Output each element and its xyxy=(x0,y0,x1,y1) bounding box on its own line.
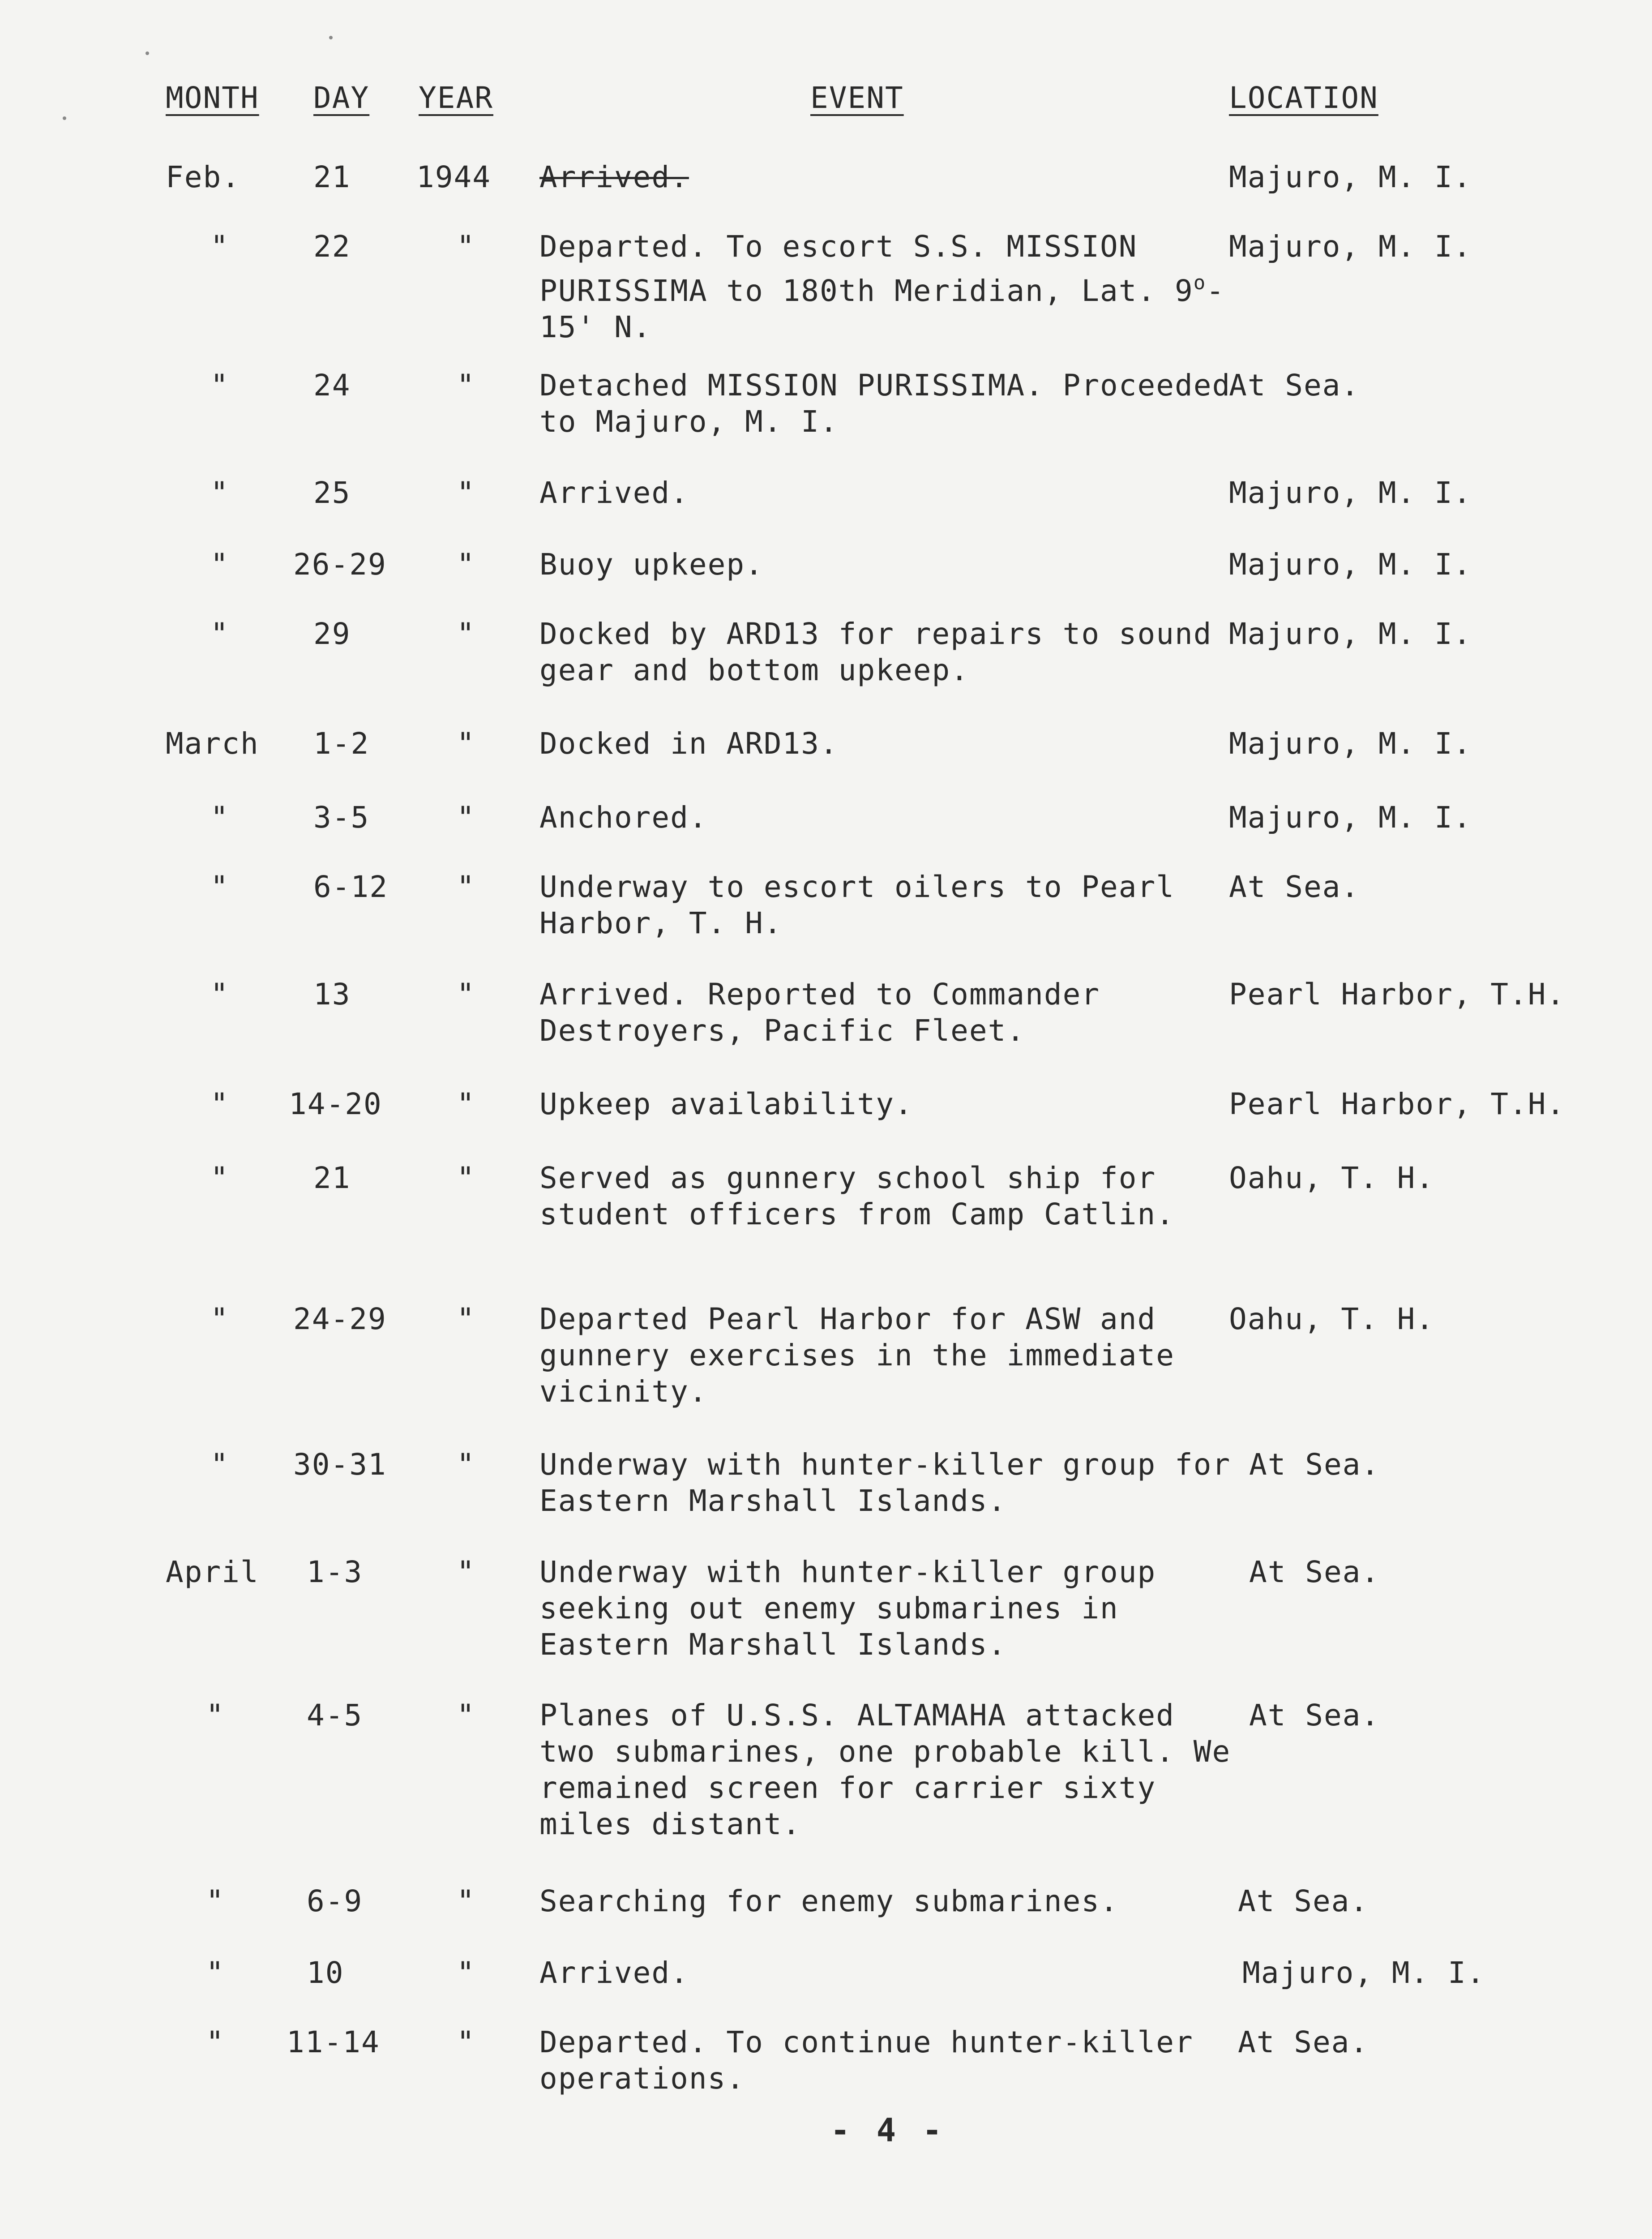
month-cell: " xyxy=(210,1302,229,1336)
header-month: MONTH xyxy=(166,81,259,115)
location-cell: At Sea. xyxy=(1229,368,1360,403)
day-cell: 14-20 xyxy=(289,1087,382,1121)
location-cell: Pearl Harbor, T.H. xyxy=(1229,1087,1566,1121)
month-cell: " xyxy=(210,476,229,510)
location-cell: At Sea. xyxy=(1238,2025,1369,2059)
event-cell: Searching for enemy submarines. xyxy=(539,1884,1119,1918)
month-cell: " xyxy=(210,1087,229,1121)
day-cell: 1-2 xyxy=(313,726,370,761)
location-cell: Majuro, M. I. xyxy=(1229,726,1472,761)
month-cell: " xyxy=(210,977,229,1012)
event-cell: Arrived. xyxy=(539,476,689,510)
month-cell: " xyxy=(210,870,229,904)
month-cell: Feb. xyxy=(166,160,240,194)
event-cell: Arrived. xyxy=(539,1956,689,1990)
year-cell: " xyxy=(457,1884,475,1918)
day-cell: 6-9 xyxy=(307,1884,363,1918)
event-cell: Docked by ARD13 for repairs to sound gear and bottom upkeep. xyxy=(539,617,1212,687)
day-cell: 21 xyxy=(313,1161,351,1195)
header-location: LOCATION xyxy=(1229,81,1378,115)
day-cell: 24 xyxy=(313,368,351,403)
year-cell: " xyxy=(457,870,475,904)
header-year: YEAR xyxy=(419,81,493,115)
paper-speck xyxy=(63,116,66,120)
month-cell: " xyxy=(210,547,229,582)
month-cell: " xyxy=(206,2025,225,2059)
year-cell: " xyxy=(457,1302,475,1336)
event-cell: Arrived. Reported to Commander Destroyers, Pacific Fleet. xyxy=(539,977,1100,1048)
month-cell: " xyxy=(210,1161,229,1195)
year-cell: " xyxy=(457,547,475,582)
year-cell: " xyxy=(457,977,475,1012)
year-cell: 1944 xyxy=(416,160,491,194)
event-cell: Departed Pearl Harbor for ASW and gunnery exercises in the immediate vicinity. xyxy=(539,1302,1175,1409)
location-cell: Majuro, M. I. xyxy=(1229,476,1472,510)
year-cell: " xyxy=(457,1698,475,1733)
event-text-tail: -15' N. xyxy=(539,274,1225,344)
day-cell: 21 xyxy=(313,160,351,194)
year-cell: " xyxy=(457,2025,475,2059)
day-cell: 30-31 xyxy=(293,1447,387,1482)
year-cell: " xyxy=(457,1956,475,1990)
event-cell xyxy=(539,228,1238,345)
event-cell: Departed. To continue hunter-killer operations. xyxy=(539,2025,1194,2096)
location-cell: At Sea. xyxy=(1238,1884,1369,1918)
location-cell: Majuro, M. I. xyxy=(1242,1956,1485,1990)
day-cell: 29 xyxy=(313,617,351,651)
day-cell: 3-5 xyxy=(313,800,370,835)
month-cell: " xyxy=(210,1447,229,1482)
event-cell: Underway with hunter-killer group for Eastern Marshall Islands. xyxy=(539,1447,1231,1518)
day-cell: 13 xyxy=(313,977,351,1012)
year-cell: " xyxy=(457,1087,475,1121)
month-cell: " xyxy=(210,617,229,651)
location-cell: At Sea. xyxy=(1249,1555,1380,1589)
day-cell: 24-29 xyxy=(293,1302,387,1336)
event-cell: Underway with hunter-killer group seeking out enemy submarines in Eastern Marshall Islands. xyxy=(539,1555,1156,1662)
event-cell: Arrived. xyxy=(539,160,689,194)
event-cell: Docked in ARD13. xyxy=(539,726,839,761)
page-number: - 4 - xyxy=(830,2111,946,2149)
month-cell: " xyxy=(206,1884,225,1918)
event-cell: Planes of U.S.S. ALTAMAHA attacked two submarines, one probable kill. We remained screen for carrier sixty miles distant. xyxy=(539,1698,1231,1841)
day-cell: 6-12 xyxy=(313,870,388,904)
year-cell: " xyxy=(457,617,475,651)
year-cell: " xyxy=(457,368,475,403)
header-event: EVENT xyxy=(810,81,904,115)
year-cell: " xyxy=(457,1555,475,1589)
location-cell: Majuro, M. I. xyxy=(1229,800,1472,835)
location-cell: At Sea. xyxy=(1249,1447,1380,1482)
day-cell: 10 xyxy=(307,1956,344,1990)
year-cell: " xyxy=(457,726,475,761)
day-cell: 11-14 xyxy=(287,2025,380,2059)
event-cell: Upkeep availability. xyxy=(539,1087,913,1121)
month-cell: " xyxy=(210,368,229,403)
header-day: DAY xyxy=(313,81,370,115)
degree-superscript: o xyxy=(1193,271,1207,294)
month-cell: March xyxy=(166,726,259,761)
month-cell: " xyxy=(206,1956,225,1990)
month-cell: " xyxy=(210,229,229,264)
location-cell: At Sea. xyxy=(1229,870,1360,904)
year-cell: " xyxy=(457,800,475,835)
year-cell: " xyxy=(457,229,475,264)
location-cell: Majuro, M. I. xyxy=(1229,547,1472,582)
day-cell: 4-5 xyxy=(307,1698,363,1733)
day-cell: 22 xyxy=(313,229,351,264)
month-cell: " xyxy=(206,1698,225,1733)
year-cell: " xyxy=(457,1161,475,1195)
event-cell: Underway to escort oilers to Pearl Harbor, T. H. xyxy=(539,870,1175,940)
location-cell: Majuro, M. I. xyxy=(1229,229,1472,264)
location-cell: Oahu, T. H. xyxy=(1229,1302,1435,1336)
event-text: Departed. To escort S.S. MISSION PURISSIMA to 180th Meridian, Lat. 9 xyxy=(539,229,1194,308)
event-cell: Buoy upkeep. xyxy=(539,547,764,582)
paper-speck xyxy=(146,51,149,55)
year-cell: " xyxy=(457,476,475,510)
location-cell: Majuro, M. I. xyxy=(1229,160,1472,194)
event-cell: Served as gunnery school ship for student officers from Camp Catlin. xyxy=(539,1161,1175,1231)
location-cell: Pearl Harbor, T.H. xyxy=(1229,977,1566,1012)
event-cell: Anchored. xyxy=(539,800,708,835)
location-cell: At Sea. xyxy=(1249,1698,1380,1733)
day-cell: 25 xyxy=(313,476,351,510)
paper-speck xyxy=(329,36,333,39)
day-cell: 26-29 xyxy=(293,547,387,582)
location-cell: Oahu, T. H. xyxy=(1229,1161,1435,1195)
day-cell: 1-3 xyxy=(307,1555,363,1589)
year-cell: " xyxy=(457,1447,475,1482)
month-cell: " xyxy=(210,800,229,835)
month-cell: April xyxy=(166,1555,259,1589)
event-cell: Detached MISSION PURISSIMA. Proceeded to Majuro, M. I. xyxy=(539,368,1231,439)
location-cell: Majuro, M. I. xyxy=(1229,617,1472,651)
